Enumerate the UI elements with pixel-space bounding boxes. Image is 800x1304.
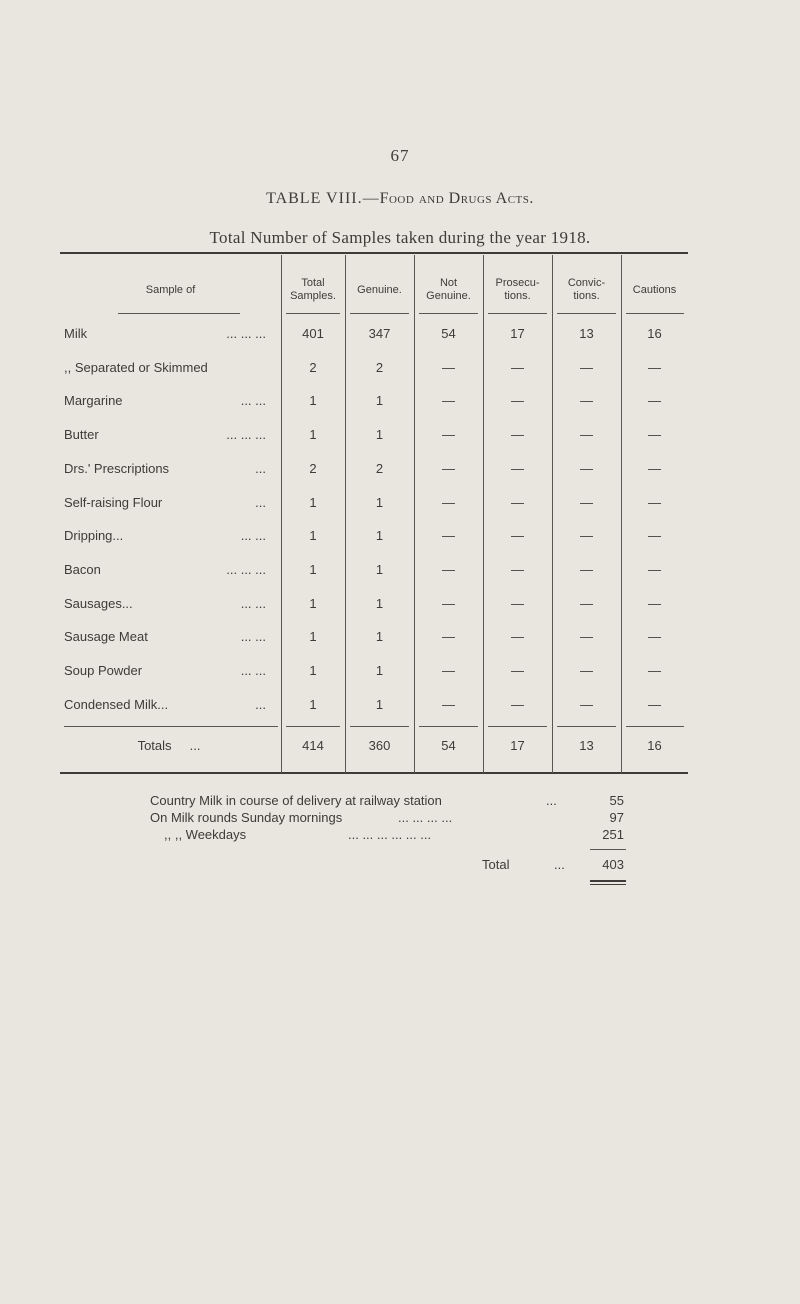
totals-underline	[419, 726, 478, 727]
totals-label: Totals ...	[137, 738, 201, 753]
header-sample: Sample of	[145, 283, 196, 296]
header-not-genuine: Not Genuine.	[426, 277, 471, 302]
cell-convictions: —	[580, 596, 593, 611]
header-cautions: Cautions	[632, 283, 677, 296]
cell-convictions: —	[580, 629, 593, 644]
cell-prosecutions: —	[511, 562, 524, 577]
cell-convictions: —	[580, 697, 593, 712]
cell-convictions: —	[580, 663, 593, 678]
cell-genuine: 1	[375, 629, 384, 644]
totals-underline	[350, 726, 409, 727]
row-label: Milk ... ... ...	[64, 326, 266, 341]
row-label: ,, Separated or Skimmed	[64, 360, 208, 375]
cell-cautions: —	[648, 596, 661, 611]
cell-genuine: 1	[375, 495, 384, 510]
cell-convictions: —	[580, 393, 593, 408]
cell-cautions: —	[648, 629, 661, 644]
cell-convictions: —	[580, 495, 593, 510]
row-label: Butter ... ... ...	[64, 427, 266, 442]
header-total-samples: Total Samples.	[290, 277, 336, 302]
table-title-prefix: TABLE VIII.—	[266, 190, 380, 207]
cell-prosecutions: —	[511, 663, 524, 678]
cell-not-genuine: —	[442, 461, 455, 476]
row-label: Margarine ... ...	[64, 393, 266, 408]
cell-cautions: —	[648, 663, 661, 678]
cell-not-genuine: —	[442, 360, 455, 375]
cell-total: 1	[309, 663, 317, 678]
cell-cautions: —	[648, 393, 661, 408]
cell-total: 1	[309, 528, 317, 543]
cell-total: 1	[309, 629, 317, 644]
header-underline	[118, 313, 240, 314]
cell-prosecutions: —	[511, 629, 524, 644]
header-underline	[419, 313, 478, 314]
header-convictions: Convic- tions.	[567, 277, 606, 302]
cell-total: 2	[309, 360, 317, 375]
cell-prosecutions: —	[511, 393, 524, 408]
totals-underline	[488, 726, 547, 727]
cell-genuine: 1	[375, 427, 384, 442]
page-number: 67	[390, 146, 410, 165]
country-milk-line: On Milk rounds Sunday mornings ... ... ... ... 97	[150, 810, 624, 825]
cell-not-genuine: —	[442, 596, 455, 611]
cell-genuine: 1	[375, 697, 384, 712]
cell-convictions: —	[580, 461, 593, 476]
cell-total: 1	[309, 495, 317, 510]
totals-underline	[286, 726, 340, 727]
header-underline	[286, 313, 340, 314]
totals-underline	[64, 726, 278, 727]
totals-underline	[557, 726, 616, 727]
header-genuine: Genuine.	[357, 283, 402, 296]
cell-cautions: —	[648, 360, 661, 375]
cell-convictions: —	[580, 427, 593, 442]
cell-convictions: —	[580, 562, 593, 577]
cell-cautions: 16	[647, 326, 662, 341]
cell-not-genuine: —	[442, 663, 455, 678]
country-milk-line: Country Milk in course of delivery at railway station ... 55	[150, 793, 624, 808]
header-underline	[557, 313, 616, 314]
row-label: Sausages... ... ...	[64, 596, 266, 611]
header-underline	[626, 313, 684, 314]
totals-convictions: 13	[579, 738, 594, 753]
row-label: Soup Powder ... ...	[64, 663, 266, 678]
country-milk-total: Total ... 403	[482, 857, 624, 872]
cell-cautions: —	[648, 697, 661, 712]
totals-cautions: 16	[647, 738, 662, 753]
table-title	[0, 190, 800, 208]
cell-genuine: 2	[375, 360, 384, 375]
cell-genuine: 347	[368, 326, 391, 341]
cell-cautions: —	[648, 562, 661, 577]
cell-not-genuine: —	[442, 697, 455, 712]
row-label: Dripping... ... ...	[64, 528, 266, 543]
totals-not-genuine: 54	[441, 738, 456, 753]
cell-genuine: 1	[375, 663, 384, 678]
row-label: Drs.' Prescriptions ...	[64, 461, 266, 476]
cell-cautions: —	[648, 461, 661, 476]
totals-total: 414	[302, 738, 324, 753]
cell-prosecutions: —	[511, 697, 524, 712]
cell-cautions: —	[648, 528, 661, 543]
cell-genuine: 1	[375, 528, 384, 543]
cell-prosecutions: —	[511, 427, 524, 442]
sum-rule	[590, 849, 626, 850]
totals-prosecutions: 17	[510, 738, 525, 753]
table-bottom-rule	[60, 772, 688, 774]
table-top-rule	[60, 252, 688, 254]
cell-genuine: 1	[375, 596, 384, 611]
cell-not-genuine: —	[442, 427, 455, 442]
cell-not-genuine: —	[442, 495, 455, 510]
cell-not-genuine: —	[442, 629, 455, 644]
cell-cautions: —	[648, 495, 661, 510]
cell-not-genuine: —	[442, 393, 455, 408]
cell-convictions: —	[580, 528, 593, 543]
cell-prosecutions: —	[511, 461, 524, 476]
cell-prosecutions: —	[511, 528, 524, 543]
totals-genuine: 360	[368, 738, 391, 753]
cell-not-genuine: 54	[441, 326, 456, 341]
row-label: Self-raising Flour ...	[64, 495, 266, 510]
cell-prosecutions: —	[511, 596, 524, 611]
cell-not-genuine: —	[442, 528, 455, 543]
cell-total: 2	[309, 461, 317, 476]
totals-underline	[626, 726, 684, 727]
row-label: Condensed Milk... ...	[64, 697, 266, 712]
cell-prosecutions: 17	[510, 326, 525, 341]
table-subtitle: Total Number of Samples taken during the year 1918.	[209, 228, 591, 247]
header-prosecutions: Prosecu- tions.	[495, 277, 540, 302]
cell-total: 1	[309, 427, 317, 442]
cell-total: 1	[309, 562, 317, 577]
cell-genuine: 1	[375, 393, 384, 408]
cell-cautions: —	[648, 427, 661, 442]
table-title-main: Food and Drugs Acts.	[379, 190, 534, 207]
cell-convictions: —	[580, 360, 593, 375]
cell-genuine: 2	[375, 461, 384, 476]
cell-prosecutions: —	[511, 495, 524, 510]
cell-genuine: 1	[375, 562, 384, 577]
country-milk-line: ,, ,, Weekdays ... ... ... ... ... ... 251	[164, 827, 624, 842]
cell-prosecutions: —	[511, 360, 524, 375]
row-label: Bacon ... ... ...	[64, 562, 266, 577]
double-sum-rule	[590, 880, 626, 885]
cell-total: 1	[309, 596, 317, 611]
cell-total: 1	[309, 393, 317, 408]
cell-total: 1	[309, 697, 317, 712]
cell-convictions: 13	[579, 326, 594, 341]
row-label: Sausage Meat ... ...	[64, 629, 266, 644]
cell-not-genuine: —	[442, 562, 455, 577]
header-underline	[488, 313, 547, 314]
cell-total: 401	[302, 326, 324, 341]
header-underline	[350, 313, 409, 314]
